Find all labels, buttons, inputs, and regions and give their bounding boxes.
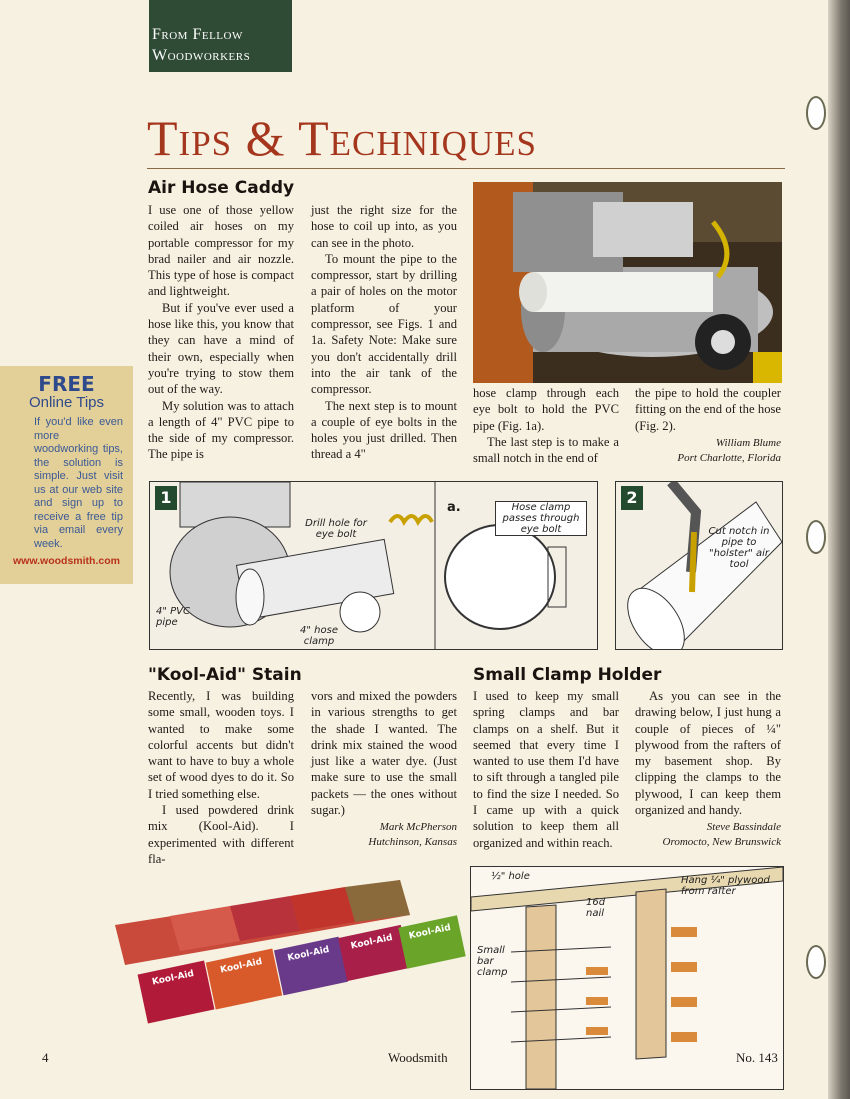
paragraph: To mount the pipe to the compressor, start by drilling a pair of holes on the motor platform of your compressor, see Figs. 1 and 1a. Safety Note: Make sure you don't accidentally drill into the air tank of the compressor. (311, 251, 457, 397)
paragraph: vors and mixed the powders in various strengths to get the shade I wanted. The drink mix stained the wood just like a water dye. (Just make sure to use the small packets — the ones without sugar.) (311, 689, 457, 818)
label-pvc-pipe: 4" PVC pipe (156, 606, 190, 628)
paragraph: The last step is to make a small notch in the end of (473, 434, 619, 466)
compressor-photo (473, 182, 782, 383)
paragraph: The next step is to mount a couple of eye bolts in the holes you just drilled. Then thread a 4" (311, 398, 457, 462)
page-edge (828, 0, 850, 1099)
page-number: 4 (42, 1050, 49, 1065)
clamp-holder-col-1 (473, 688, 619, 851)
air-hose-heading: Air Hose Caddy (148, 178, 295, 198)
author-location: Oromocto, New Brunswick (662, 836, 781, 849)
packet-label: Kool-Aid (349, 932, 394, 952)
label-small-bar-clamp: Small bar clamp (477, 945, 508, 978)
magazine-name: Woodsmith (388, 1050, 448, 1065)
packet-label: Kool-Aid (286, 944, 331, 964)
figure-1-number: 1 (155, 486, 177, 510)
binder-hole (806, 520, 826, 554)
label-16d-nail: 16d nail (586, 897, 606, 919)
sidebar-free: FREE (38, 372, 95, 396)
page-title: Tips & Techniques (147, 110, 537, 166)
banner-line-1: From Fellow (152, 26, 243, 43)
label-half-inch-hole: ½" hole (491, 871, 530, 882)
author-location: Hutchinson, Kansas (368, 836, 457, 849)
label-clamp-through-bolt: Hose clamp passes through eye bolt (495, 501, 587, 536)
author-name: Steve Bassindale (706, 821, 781, 834)
sidebar-url-link[interactable]: www.woodsmith.com (13, 555, 120, 567)
packet-label: Kool-Aid (219, 956, 264, 976)
paragraph: But if you've ever used a hose like this, you know that they can have a mind of their own, especially when you're trying to stow them out of the way. (148, 300, 294, 397)
label-drill-hole: Drill hole for eye bolt (305, 518, 367, 540)
clamp-holder-heading: Small Clamp Holder (473, 665, 662, 685)
clamp-holder-col-2 (635, 688, 781, 850)
paragraph: the pipe to hold the coupler fitting on the end of the hose (Fig. 2). (635, 386, 781, 433)
koolaid-col-1 (148, 688, 294, 867)
paragraph: I used to keep my small spring clamps and bar clamps on a shelf. But it seemed that every time I wanted to use them I'd have to sift through a tangled pile to find the size I needed. So I came up with a quick solution to keep them all organized and within reach. (473, 689, 619, 850)
binder-hole (806, 96, 826, 130)
koolaid-col-2 (311, 688, 457, 850)
sidebar-online-tips: Online Tips (28, 394, 105, 411)
paragraph: I use one of those yellow coiled air hoses on my portable compressor for my brad nailer and air nozzle. This type of hose is compact and lightweight. (148, 203, 294, 299)
air-hose-col-1 (148, 202, 294, 463)
label-hose-clamp: 4" hose clamp (300, 625, 338, 647)
author-name: William Blume (715, 436, 781, 449)
banner-line-2: Woodworkers (152, 47, 251, 64)
title-rule (147, 168, 785, 169)
figure-2 (615, 481, 783, 650)
koolaid-photo (110, 875, 470, 1025)
section-banner (149, 0, 292, 72)
paragraph: I used powdered drink mix (Kool-Aid). I experimented with different fla- (148, 803, 294, 866)
paragraph: Recently, I was building some small, wooden toys. I wanted to make some colorful accents but didn't want to have to buy a whole set of wood dyes to do it. So I tried something else. (148, 689, 294, 801)
paragraph: My solution was to attach a length of 4" PVC pipe to the side of my compressor. The pipe is (148, 398, 294, 462)
air-hose-col-4 (635, 385, 781, 466)
issue-number: No. 143 (736, 1050, 778, 1065)
air-hose-col-2 (311, 202, 457, 463)
packet-label: Kool-Aid (408, 922, 452, 942)
paragraph: hose clamp through each eye bolt to hold the PVC pipe (Fig. 1a). (473, 386, 619, 433)
paragraph: As you can see in the drawing below, I just hung a couple of pieces of ¼" plywood from the rafters of my basement shop. By clipping the clamps to the plywood, I can keep them organized and handy. (635, 689, 781, 818)
binder-hole (806, 945, 826, 979)
packet-label: Kool-Aid (151, 968, 195, 988)
paragraph: just the right size for the hose to coil up into, as you can see in the photo. (311, 203, 457, 250)
figure-2-number: 2 (621, 486, 643, 510)
figure-1a-label: a. (447, 500, 461, 515)
free-tips-sidebar (0, 366, 133, 584)
figure-1 (149, 481, 598, 650)
label-hang-plywood: Hang ¼" plywood from rafter (681, 875, 770, 897)
air-hose-col-3 (473, 385, 619, 466)
author-location: Port Charlotte, Florida (677, 451, 781, 464)
sidebar-body: If you'd like even more woodworking tips, the solution is simple. Just visit us at our web site and sign up to receive a free tip via email every week. (34, 416, 123, 550)
author-name: Mark McPherson (379, 821, 457, 834)
label-cut-notch: Cut notch in pipe to "holster" air tool (708, 526, 770, 570)
koolaid-heading: "Kool-Aid" Stain (148, 665, 302, 685)
